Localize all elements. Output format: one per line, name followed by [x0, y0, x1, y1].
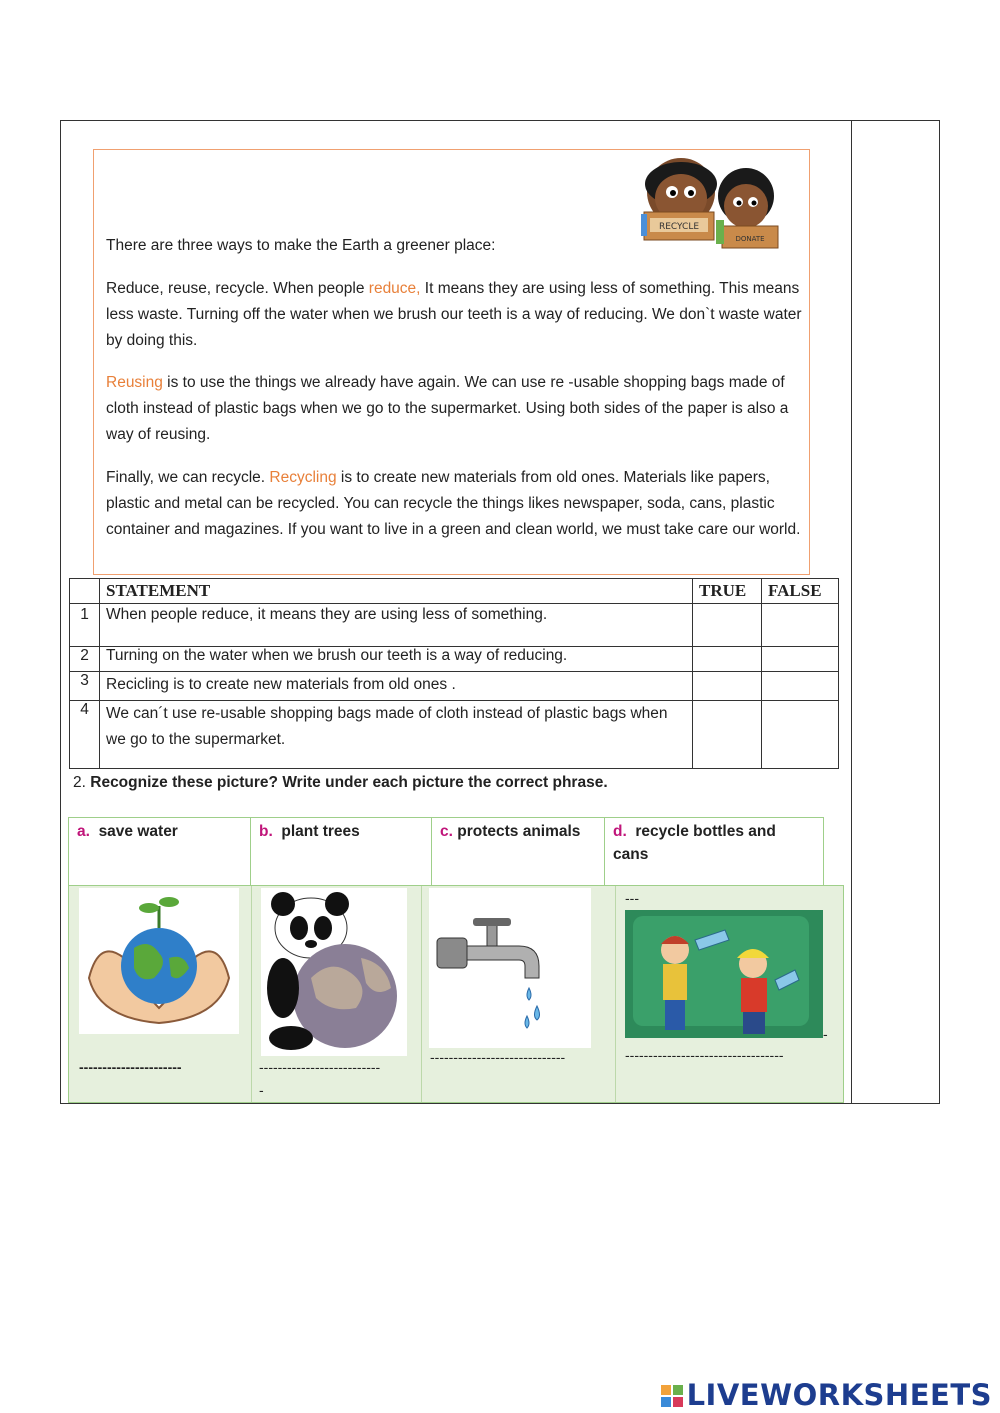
true-false-table — [69, 578, 839, 769]
false-cell[interactable] — [762, 701, 839, 769]
margin-line — [851, 121, 852, 1103]
option-c: c. protects animals — [432, 818, 605, 886]
dripping-faucet-icon — [429, 888, 591, 1048]
highlight-reusing: Reusing — [106, 374, 163, 391]
true-cell[interactable] — [693, 604, 762, 647]
statement-text: We can´t use re-usable shopping bags made of cloth instead of plastic bags when we go to the supermarket. — [100, 701, 693, 769]
recycle-box-label: RECYCLE — [658, 222, 700, 232]
table-row: 4 We can´t use re-usable shopping bags made of cloth instead of plastic bags when we go to the supermarket. — [70, 701, 839, 769]
true-cell[interactable] — [693, 701, 762, 769]
passage-intro: There are three ways to make the Earth a greener place: — [106, 237, 496, 254]
brand-logo: LIVEWORKSHEETS — [661, 1378, 992, 1412]
statement-text: When people reduce, it means they are using less of something. — [100, 604, 693, 647]
table-row: 1 When people reduce, it means they are using less of something. — [70, 604, 839, 647]
answer-line-4[interactable]: ---------------------------------- — [625, 1047, 784, 1063]
kids-recycling-icon — [625, 910, 823, 1038]
option-b: b. plant trees — [251, 818, 432, 886]
answer-line-2[interactable]: -------------------------- — [259, 1059, 381, 1075]
true-cell[interactable] — [693, 647, 762, 672]
option-d: d. recycle bottles and cans — [613, 823, 776, 863]
passage-paragraph-1: Reduce, reuse, recycle. When people reduce, It means they are using less of something. This means less waste. Turning off the water when we brush our teeth is a way of reducing. We don`t waste water by doing this. — [106, 280, 802, 349]
false-cell[interactable] — [762, 672, 839, 701]
donate-box-label: DONATE — [735, 235, 765, 243]
num-header — [70, 579, 100, 604]
passage-paragraph-2: Reusing is to use the things we already have again. We can use re -usable shopping bags made of cloth instead of plastic bags when we go to the supermarket. Using both sides of the paper is also a way of reusing. — [106, 374, 789, 443]
statement-text: Recicling is to create new materials from old ones . — [100, 672, 693, 701]
table-row: 3 Recicling is to create new materials from old ones . — [70, 672, 839, 701]
true-header: TRUE — [693, 579, 762, 604]
answer-line-3[interactable]: ----------------------------- — [430, 1049, 566, 1065]
question-2: 2. Recognize these picture? Write under each picture the correct phrase. — [73, 774, 608, 791]
statement-header: STATEMENT — [100, 579, 693, 604]
statement-text: Turning on the water when we brush our teeth is a way of reducing. — [100, 647, 693, 672]
true-cell[interactable] — [693, 672, 762, 701]
recycle-kids-icon — [636, 154, 784, 254]
false-header: FALSE — [762, 579, 839, 604]
false-cell[interactable] — [762, 647, 839, 672]
panda-globe-icon — [261, 888, 407, 1056]
phrase-options — [68, 817, 824, 887]
passage-paragraph-3: Finally, we can recycle. Recycling is to create new materials from old ones. Materials like papers, plastic and metal can be recycled. You can recycle the things likes newspaper, soda, cans, plastic container and magazines. If you want to live in a green and clean world, we must take care our world. — [106, 469, 801, 538]
answer-line-1[interactable]: ---------------------- — [79, 1059, 182, 1075]
option-a: a. save water — [69, 818, 251, 886]
globe-in-hands-icon — [79, 888, 239, 1034]
false-cell[interactable] — [762, 604, 839, 647]
highlight-reduce: reduce, — [368, 280, 421, 297]
pictures-row: ---------------------- -------------------------- - ----------------------------- --- ---------------------------------- - — [68, 885, 844, 1103]
brand-icon — [661, 1385, 683, 1407]
table-row: 2 Turning on the water when we brush our teeth is a way of reducing. — [70, 647, 839, 672]
highlight-recycling: Recycling — [269, 469, 337, 486]
